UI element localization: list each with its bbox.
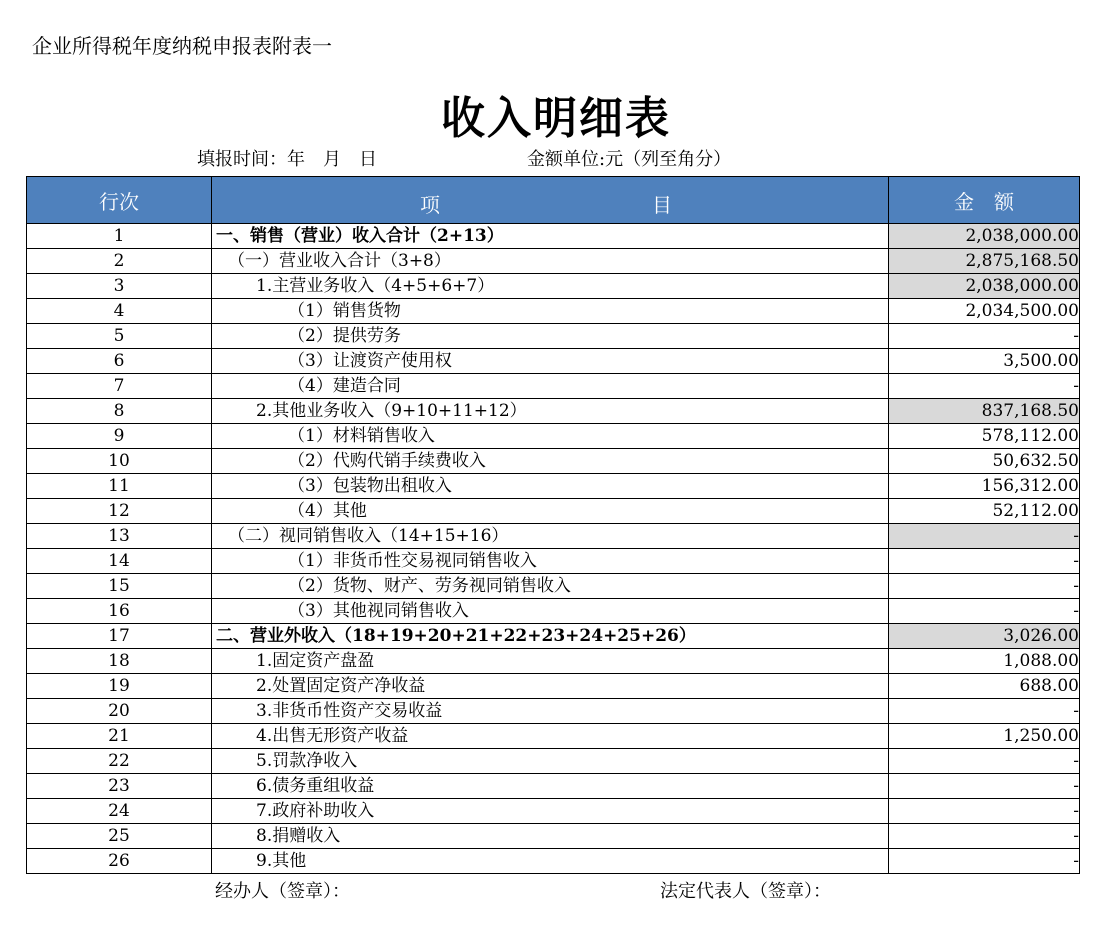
amount-cell: 2,038,000.00 (889, 274, 1080, 299)
amount-cell: 578,112.00 (889, 424, 1080, 449)
item-cell: 1.主营业务收入（4+5+6+7） (212, 274, 889, 299)
item-cell: 4.出售无形资产收益 (212, 724, 889, 749)
item-cell: 6.债务重组收益 (212, 774, 889, 799)
table-row (27, 449, 1080, 474)
column-header-amount: 金 额 (889, 177, 1080, 224)
row-number-cell: 6 (27, 349, 212, 374)
amount-cell: - (889, 849, 1080, 874)
item-cell: 1.固定资产盘盈 (212, 649, 889, 674)
amount-cell: - (889, 324, 1080, 349)
amount-cell: - (889, 774, 1080, 799)
row-number-cell: 14 (27, 549, 212, 574)
table-row (27, 424, 1080, 449)
amount-cell: - (889, 574, 1080, 599)
row-number-cell: 8 (27, 399, 212, 424)
table-row (27, 474, 1080, 499)
unit-label: 金额单位:元（列至角分） (527, 149, 732, 170)
table-body (27, 224, 1080, 874)
item-cell: 一、销售（营业）收入合计（2+13） (212, 224, 889, 249)
table-row (27, 649, 1080, 674)
amount-cell: 2,038,000.00 (889, 224, 1080, 249)
column-header-row-no: 行次 (27, 177, 212, 224)
row-number-cell: 24 (27, 799, 212, 824)
table-row (27, 299, 1080, 324)
item-cell: （3）其他视同销售收入 (212, 599, 889, 624)
amount-cell: - (889, 524, 1080, 549)
item-cell: （二）视同销售收入（14+15+16） (212, 524, 889, 549)
table-row (27, 224, 1080, 249)
item-cell: （3）让渡资产使用权 (212, 349, 889, 374)
table-row (27, 374, 1080, 399)
item-cell: （2）货物、财产、劳务视同销售收入 (212, 574, 889, 599)
table-row (27, 599, 1080, 624)
item-cell: （一）营业收入合计（3+8） (212, 249, 889, 274)
amount-cell: 50,632.50 (889, 449, 1080, 474)
table-row (27, 774, 1080, 799)
table-row (27, 324, 1080, 349)
table-row (27, 824, 1080, 849)
row-number-cell: 23 (27, 774, 212, 799)
row-number-cell: 21 (27, 724, 212, 749)
row-number-cell: 2 (27, 249, 212, 274)
row-number-cell: 25 (27, 824, 212, 849)
item-cell: 二、营业外收入（18+19+20+21+22+23+24+25+26） (212, 624, 889, 649)
table-row (27, 799, 1080, 824)
row-number-cell: 15 (27, 574, 212, 599)
agent-signature-label: 经办人（签章）： (215, 881, 350, 902)
table-row (27, 574, 1080, 599)
amount-cell: - (889, 699, 1080, 724)
row-number-cell: 22 (27, 749, 212, 774)
item-cell: 2.其他业务收入（9+10+11+12） (212, 399, 889, 424)
column-header-item-left: 项 (420, 193, 440, 217)
amount-cell: 2,875,168.50 (889, 249, 1080, 274)
amount-cell: - (889, 749, 1080, 774)
item-cell: （2）代购代销手续费收入 (212, 449, 889, 474)
amount-cell: 688.00 (889, 674, 1080, 699)
item-cell: （1）销售货物 (212, 299, 889, 324)
table-row (27, 674, 1080, 699)
item-cell: 8.捐赠收入 (212, 824, 889, 849)
table-row (27, 849, 1080, 874)
table-row (27, 349, 1080, 374)
item-cell: 9.其他 (212, 849, 889, 874)
row-number-cell: 17 (27, 624, 212, 649)
item-cell: （2）提供劳务 (212, 324, 889, 349)
item-cell: （4）其他 (212, 499, 889, 524)
row-number-cell: 13 (27, 524, 212, 549)
attachment-label: 企业所得税年度纳税申报表附表一 (32, 34, 332, 58)
item-cell: 7.政府补助收入 (212, 799, 889, 824)
income-detail-table (26, 176, 1080, 874)
column-header-item-right: 目 (652, 193, 672, 217)
table-row (27, 749, 1080, 774)
column-header-item (212, 177, 889, 224)
amount-cell: 1,088.00 (889, 649, 1080, 674)
amount-cell: - (889, 799, 1080, 824)
row-number-cell: 7 (27, 374, 212, 399)
row-number-cell: 1 (27, 224, 212, 249)
table-row (27, 624, 1080, 649)
table-row (27, 399, 1080, 424)
amount-cell: 3,500.00 (889, 349, 1080, 374)
amount-cell: 156,312.00 (889, 474, 1080, 499)
row-number-cell: 9 (27, 424, 212, 449)
row-number-cell: 11 (27, 474, 212, 499)
table-row (27, 699, 1080, 724)
table-row (27, 549, 1080, 574)
amount-cell: 3,026.00 (889, 624, 1080, 649)
amount-cell: - (889, 824, 1080, 849)
signature-footer (0, 877, 1112, 903)
row-number-cell: 12 (27, 499, 212, 524)
amount-cell: 2,034,500.00 (889, 299, 1080, 324)
fill-date-label: 填报时间：年 月 日 (197, 149, 377, 170)
item-cell: （3）包装物出租收入 (212, 474, 889, 499)
item-cell: 2.处置固定资产净收益 (212, 674, 889, 699)
table-row (27, 499, 1080, 524)
item-cell: （1）材料销售收入 (212, 424, 889, 449)
table-row (27, 724, 1080, 749)
row-number-cell: 16 (27, 599, 212, 624)
table-row (27, 249, 1080, 274)
row-number-cell: 10 (27, 449, 212, 474)
row-number-cell: 20 (27, 699, 212, 724)
amount-cell: - (889, 599, 1080, 624)
row-number-cell: 19 (27, 674, 212, 699)
item-cell: 5.罚款净收入 (212, 749, 889, 774)
row-number-cell: 18 (27, 649, 212, 674)
row-number-cell: 4 (27, 299, 212, 324)
table-header-row (27, 177, 1080, 224)
amount-cell: 52,112.00 (889, 499, 1080, 524)
row-number-cell: 26 (27, 849, 212, 874)
amount-cell: - (889, 374, 1080, 399)
page-title: 收入明细表 (441, 93, 671, 144)
row-number-cell: 3 (27, 274, 212, 299)
item-cell: 3.非货币性资产交易收益 (212, 699, 889, 724)
row-number-cell: 5 (27, 324, 212, 349)
meta-row (0, 145, 1112, 171)
item-cell: （1）非货币性交易视同销售收入 (212, 549, 889, 574)
table-row (27, 524, 1080, 549)
legal-rep-signature-label: 法定代表人（签章）： (660, 881, 831, 902)
amount-cell: 837,168.50 (889, 399, 1080, 424)
item-cell: （4）建造合同 (212, 374, 889, 399)
amount-cell: 1,250.00 (889, 724, 1080, 749)
table-row (27, 274, 1080, 299)
amount-cell: - (889, 549, 1080, 574)
